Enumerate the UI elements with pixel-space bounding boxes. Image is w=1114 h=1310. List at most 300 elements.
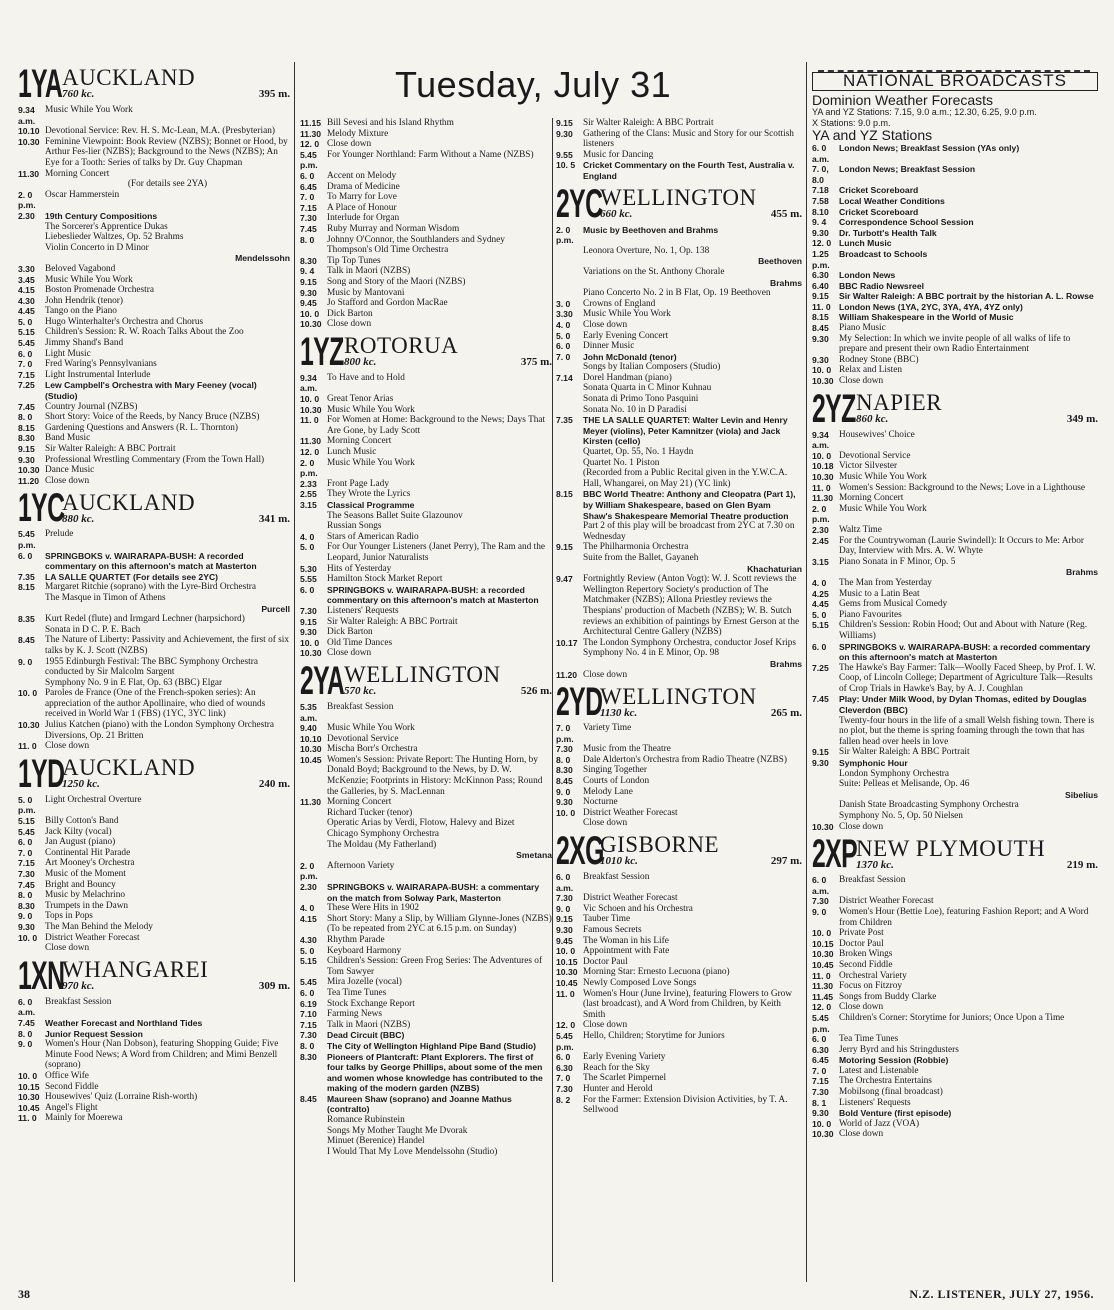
programme-title: Music of the Moment	[45, 869, 126, 879]
station-frequency: 570 kc.	[344, 685, 377, 698]
programme-time: 10. 0	[556, 946, 576, 957]
programme-title: Julius Katchen (piano) with the London Symphony Orchestra	[45, 720, 275, 731]
programme-time: 9.30	[812, 758, 829, 769]
programme-time: 11.30	[300, 797, 322, 808]
programme-title: The Hawke's Bay Farmer: Talk—Woolly Faced Sheep, by Prof. I. W. Coop, of Lincoln College; Department of Agriculture Talk—Results of Crop Trials in Hawke's Bay, by A. J. Coughlan	[839, 662, 1096, 694]
programme-title: Boston Promenade Orchestra	[45, 285, 154, 296]
programme-entry	[18, 285, 290, 296]
programme-entry	[300, 224, 552, 235]
programme-title: Hello, Children; Storytime for Juniors	[583, 1030, 725, 1041]
programme-title: Sir Walter Raleigh: A BBC Portrait	[839, 747, 970, 758]
programme-detail: Beethoven	[758, 256, 802, 267]
programme-title: London News; Breakfast Session (YAs only)	[839, 142, 1020, 153]
programme-entry	[812, 747, 1098, 758]
programme-detail: (Recorded from a Public Recital given in the Y.W.C.A. Hall, Whangarei, on May 21) (YC link)	[583, 468, 788, 489]
programme-time: 2.30	[18, 210, 35, 221]
programme-time: 3.30	[18, 263, 35, 274]
programme-title: SPRINGBOKS v. WAIRARAPA-BUSH: a recorded commentary on this afternoon's match at Masterton	[327, 584, 539, 606]
programme-entry	[18, 997, 290, 1018]
programme-title: For the Countrywoman (Laurie Swindell): It Occurs to Me: Arbor Day, Interview with Mrs. A. W. Whyte	[839, 535, 1085, 557]
programme-detail: Leonora Overture, No. 1, Op. 138	[583, 245, 710, 256]
programme-title: LA SALLE QUARTET (For details see 2YC)	[45, 571, 219, 582]
programme-entry	[300, 489, 552, 500]
programme-title: Rodney Stone (BBC)	[839, 354, 919, 365]
programme-entry	[300, 203, 552, 214]
programme-title: Stars of American Radio	[327, 531, 419, 542]
programme-time: 9.30	[18, 921, 35, 932]
programme-title: Appointment with Fate	[583, 946, 670, 957]
programme-title: Variety Time	[583, 723, 632, 734]
programme-detail: Sonata No. 10 in D Paradisi	[583, 404, 687, 415]
national-entry	[812, 281, 1098, 292]
programme-entry	[18, 901, 290, 912]
station-city: AUCKLAND	[62, 755, 196, 781]
programme-time: 9.30	[300, 287, 317, 298]
programme-title: Close down	[839, 1002, 884, 1013]
programme-title: Junior Request Session	[45, 1028, 143, 1039]
programme-time: 9.15	[300, 276, 317, 287]
programme-time: 4.25	[812, 588, 829, 599]
programme-entry	[556, 723, 802, 744]
programme-title: Art Mooney's Orchestra	[45, 858, 135, 869]
programme-detail: Khachaturian	[747, 563, 802, 574]
programme-time: 10.45	[556, 977, 578, 988]
programme-title: Music While You Work	[327, 723, 415, 734]
column-divider	[552, 118, 553, 1282]
programme-time: 5.45 p.m.	[300, 149, 318, 171]
programme-title: Broken Wings	[839, 949, 893, 960]
programme-entry	[556, 129, 802, 150]
programme-time: 5.35 a.m.	[300, 701, 318, 723]
programme-entry	[812, 334, 1098, 355]
programme-title: Vic Schoen and his Orchestra	[583, 903, 693, 914]
programme-title: Second Fiddle	[839, 959, 893, 970]
programme-entry	[18, 1103, 290, 1114]
station-frequency: 800 kc.	[344, 356, 377, 369]
programme-time: 10.30	[18, 136, 40, 147]
programme-title: BBC Radio Newsreel	[839, 280, 925, 291]
programme-title: To Marry for Love	[327, 192, 397, 203]
programme-title: The Man from Yesterday	[839, 577, 932, 588]
programme-entry	[300, 458, 552, 479]
programme-time: 9.40	[300, 723, 317, 734]
programme-entry	[18, 720, 290, 731]
weather-title: Dominion Weather Forecasts	[812, 91, 994, 108]
programme-time: 8.15	[18, 582, 35, 593]
programme-title: THE LA SALLE QUARTET: Walter Levin and Henry Meyer (violins), Peter Kamnitzer (viola) and Jack Kirsten (cello)	[583, 415, 788, 447]
programme-title: Billy Cotton's Band	[45, 816, 119, 827]
programme-time: 7.15	[300, 202, 317, 213]
programme-title: John Hendrik (tenor)	[45, 295, 123, 306]
programme-detail: Symphony No. 4 in E Minor, Op. 98	[583, 648, 719, 659]
station-wavelength: 455 m.	[770, 207, 802, 220]
programme-entry	[300, 182, 552, 193]
programme-time: 5.45 p.m.	[18, 529, 36, 550]
programme-title: Interlude for Organ	[327, 213, 400, 224]
programme-entry	[18, 105, 290, 126]
programme-time: 4.30	[300, 934, 317, 945]
programme-time: 5.15	[18, 816, 35, 827]
programme-time: 9.47	[556, 574, 573, 585]
programme-entry	[18, 911, 290, 922]
programme-title: Drama of Medicine	[327, 181, 400, 192]
programme-entry	[556, 415, 802, 447]
programme-title: Short Story: Voice of the Reeds, by Nancy Bruce (NZBS)	[45, 412, 260, 423]
programme-title: Waltz Time	[839, 524, 882, 535]
programme-entry	[18, 327, 290, 338]
programme-time: 11.20	[556, 669, 578, 680]
programme-detail: Chicago Symphony Orchestra	[327, 829, 440, 840]
programme-time: 10. 5	[556, 160, 576, 171]
station-call-sign: 1YD	[18, 751, 65, 796]
station-header	[18, 751, 290, 796]
programme-entry	[812, 1002, 1098, 1013]
programme-time: 5.15	[300, 956, 317, 967]
programme-time: 5.30	[300, 563, 317, 574]
programme-time: 2. 0 p.m.	[300, 860, 318, 882]
programme-title: Dead Circuit (BBC)	[327, 1030, 405, 1041]
programme-title: Close down	[839, 376, 884, 387]
programme-title: Music from the Theatre	[583, 744, 671, 755]
programme-title: District Weather Forecast	[45, 932, 140, 943]
programme-title: Piano Sonata in F Minor, Op. 5	[839, 556, 956, 567]
programme-detail: Sonata Quarta in C Minor Kuhnau	[583, 383, 712, 394]
programme-title: Dance Music	[45, 465, 95, 476]
programme-title: Second Fiddle	[45, 1081, 99, 1092]
programme-entry	[812, 642, 1098, 663]
programme-time: 7.58	[812, 195, 829, 206]
station-call-sign: 2YD	[556, 680, 603, 725]
programme-time: 10. 0	[18, 1070, 38, 1081]
programme-title: Women's Hour (Nan Dobson), featuring Shopping Guide; Five Minute Food News; A Word from Children; and Mimi Benzell (soprano)	[45, 1039, 279, 1071]
programme-entry	[300, 394, 552, 405]
programme-title: The Nature of Liberty: Passivity and Achievement, the first of six talks by K. J. Scott (NZBS)	[45, 635, 289, 656]
station-city: WELLINGTON	[600, 184, 757, 210]
programme-entry	[300, 235, 552, 256]
national-entry	[812, 196, 1098, 207]
programme-time: 3. 0	[556, 298, 571, 309]
programme-detail: The Sorcerer's Apprentice Dukas	[45, 221, 168, 232]
programme-detail: I Would That My Love Mendelssohn (Studio)	[327, 1146, 498, 1157]
programme-entry	[300, 415, 552, 436]
programme-entry	[556, 1031, 802, 1052]
programme-title: For the Farmer: Extension Division Activities, by T. A. Sellwood	[583, 1094, 788, 1116]
programme-time: 3.30	[556, 309, 573, 320]
programme-time: 7. 0	[556, 351, 571, 362]
programme-title: For Our Younger Listeners (Janet Perry), The Ram and the Leopard, Junior Naturalists	[327, 542, 546, 563]
programme-title: Breakfast Session	[327, 701, 394, 712]
programme-title: Cricket Scoreboard	[839, 185, 919, 196]
programme-entry	[300, 723, 552, 734]
programme-title: Continental Hit Parade	[45, 847, 131, 858]
programme-title: Tea Time Tunes	[327, 987, 387, 998]
programme-entry	[300, 999, 552, 1010]
station-frequency: 760 kc.	[62, 88, 95, 101]
programme-entry	[18, 848, 290, 859]
programme-title: Music While You Work	[45, 105, 133, 115]
programme-detail: Songs by Italian Composers (Studio)	[583, 362, 721, 373]
programme-time: 6.30	[556, 1062, 573, 1073]
programme-time: 9.30	[812, 227, 829, 238]
programme-entry	[300, 638, 552, 649]
programme-entry	[300, 192, 552, 203]
station-header	[18, 953, 290, 998]
programme-title: Breakfast Session	[839, 875, 906, 886]
programme-entry	[556, 967, 802, 978]
programme-title: Early Evening Variety	[583, 1052, 666, 1063]
programme-title: Dick Barton	[327, 308, 373, 319]
station-info	[856, 392, 1098, 427]
programme-detail: Liebeslieder Waltzes, Op. 52 Brahms	[45, 232, 184, 243]
programme-entry	[812, 694, 1098, 715]
programme-entry	[18, 317, 290, 328]
programme-time: 9.45	[300, 298, 317, 309]
programme-title: Melody Mixture	[327, 128, 389, 139]
programme-entry	[556, 755, 802, 766]
programme-title: Music to a Latin Beat	[839, 588, 920, 599]
programme-time: 7.25	[812, 662, 829, 673]
programme-time: 3.15	[812, 556, 829, 567]
programme-time: 9.30	[300, 627, 317, 638]
programme-time: 9. 0	[18, 1039, 33, 1050]
programme-time: 9.30	[18, 454, 35, 465]
programme-detail: The Moldau (My Fatherland)	[327, 839, 437, 850]
programme-title: Reach for the Sky	[583, 1062, 650, 1073]
station-city: WHANGAREI	[62, 957, 209, 983]
programme-time: 6. 0 a.m.	[812, 142, 830, 164]
programme-title: Lew Campbell's Orchestra with Mary Feeney (vocal) (Studio)	[45, 380, 257, 402]
programme-time: 8.15	[18, 422, 35, 433]
programme-time: 7.30	[812, 1087, 829, 1098]
column-divider	[294, 62, 295, 1282]
programme-title: Focus on Fitzroy	[839, 981, 903, 992]
programme-detail: Diversions, Op. 21 Britten	[45, 730, 144, 741]
programme-time: 5. 0	[812, 609, 827, 620]
publication-footer: N.Z. LISTENER, JULY 27, 1956.	[909, 1287, 1094, 1301]
programme-entry	[556, 946, 802, 957]
programme-title: Angel's Flight	[45, 1102, 98, 1113]
programme-title: Latest and Listenable	[839, 1065, 919, 1076]
programme-entry	[812, 312, 1098, 323]
programme-time: 9. 0	[556, 786, 571, 797]
programme-title: Motoring Session (Robbie)	[839, 1055, 949, 1066]
programme-entry	[812, 1055, 1098, 1066]
programme-entry	[812, 939, 1098, 950]
programme-title: Paroles de France (One of the French-spoken series): An appreciation of the author Apollinaire, who died of wounds received in World War 1 (FBS) (1YC, 3YC link)	[45, 688, 266, 720]
programme-entry	[18, 412, 290, 423]
programme-title: Close down	[327, 319, 372, 330]
programme-time: 10. 0	[812, 1118, 832, 1129]
programme-time: 4.45	[18, 306, 35, 317]
programme-title: Hunter and Herold	[583, 1083, 653, 1094]
station-city: NEW PLYMOUTH	[856, 835, 1046, 861]
station-wavelength: 265 m.	[770, 706, 802, 719]
programme-entry	[556, 797, 802, 808]
programme-time: 7.30	[556, 744, 573, 755]
programme-entry	[812, 971, 1098, 982]
programme-time: 11.30	[812, 493, 834, 504]
national-entry	[812, 143, 1098, 164]
programme-title: Band Music	[45, 433, 91, 444]
programme-entry	[18, 880, 290, 891]
programme-entry	[300, 1094, 552, 1115]
programme-time: 2.30	[812, 524, 829, 535]
programme-title: Doctor Paul	[839, 938, 884, 949]
programme-time: 10.10	[18, 126, 40, 137]
programme-entry	[300, 1041, 552, 1052]
programme-title: Tauber Time	[583, 914, 631, 925]
programme-time: 7.15	[18, 369, 35, 380]
station-wavelength: 309 m.	[258, 980, 290, 993]
programme-entry	[18, 657, 290, 678]
programme-time: 12. 0	[300, 447, 320, 458]
programme-entry	[812, 1013, 1098, 1034]
programme-entry	[556, 872, 802, 893]
programme-title: Lunch Music	[839, 238, 892, 249]
programme-title: Music While You Work	[327, 457, 415, 468]
national-entry	[812, 207, 1098, 218]
page-title: Tuesday, July 31	[395, 64, 672, 105]
programme-title: Singing Together	[583, 765, 647, 776]
programme-entry	[556, 299, 802, 310]
programme-title: Light Instrumental Interlude	[45, 369, 151, 380]
programme-time: 7. 0	[556, 1073, 571, 1084]
programme-time: 10. 0	[556, 807, 576, 818]
programme-time: 9.34 a.m.	[812, 429, 830, 451]
programme-time: 10.30	[556, 967, 578, 978]
programme-title: Local Weather Conditions	[839, 195, 945, 206]
national-entry	[812, 217, 1098, 228]
programme-entry	[812, 430, 1098, 451]
programme-entry	[300, 542, 552, 563]
programme-title: Symphonic Hour	[839, 758, 908, 769]
programme-title: To Have and to Hold	[327, 372, 405, 383]
programme-detail: Minuet (Berenice) Handel	[327, 1136, 425, 1147]
programme-detail: Mendelssohn	[235, 253, 290, 264]
programme-time: 9.15	[556, 118, 573, 128]
programme-time: 7.15	[18, 858, 35, 869]
programme-time: 10.30	[18, 1092, 40, 1103]
programme-entry	[18, 933, 290, 944]
programme-title: Housewives' Choice	[839, 429, 915, 440]
programme-time: 8.35	[18, 614, 35, 625]
programme-title: Devotional Service	[327, 733, 399, 744]
station-city: WELLINGTON	[600, 683, 757, 709]
station-info	[62, 959, 290, 994]
programme-title: Hits of Yesterday	[327, 563, 392, 574]
station-header	[812, 386, 1098, 431]
programme-entry	[18, 370, 290, 381]
programme-title: Tea Time Tunes	[839, 1034, 899, 1045]
programme-time: 9.45	[556, 935, 573, 946]
programme-time: 7.30	[556, 1083, 573, 1094]
programme-time: 7. 0	[300, 192, 315, 203]
programme-title: The Philharmonia Orchestra	[583, 542, 689, 553]
programme-time: 2.45	[812, 535, 829, 546]
programme-entry	[556, 373, 802, 384]
programme-title: Piano Favourites	[839, 609, 902, 620]
programme-time: 8.45	[556, 776, 573, 787]
programme-time: 8. 0	[18, 890, 33, 901]
programme-time: 2. 0 p.m.	[812, 503, 830, 525]
programme-title: Jack Kilty (vocal)	[45, 826, 112, 837]
programme-entry	[300, 564, 552, 575]
station-frequency: 1370 kc.	[856, 858, 894, 871]
programme-title: Early Evening Concert	[583, 330, 669, 341]
programme-time: 6. 0	[300, 987, 315, 998]
programme-title: Relax and Listen	[839, 365, 902, 376]
programme-title: Gathering of the Clans: Music and Story for our Scottish listeners	[583, 128, 794, 150]
programme-entry	[18, 423, 290, 434]
programme-title: The Scarlet Pimpernel	[583, 1073, 667, 1084]
station-call-sign: 1XN	[18, 953, 65, 998]
programme-entry	[556, 160, 802, 181]
programme-entry	[812, 992, 1098, 1003]
programme-detail: Suite: Pelleas et Melisande, Op. 46	[839, 779, 970, 790]
programme-entry	[556, 150, 802, 161]
national-entry	[812, 249, 1098, 270]
programme-time: 8.30	[556, 765, 573, 776]
programme-time: 10. 0	[300, 394, 320, 405]
programme-entry	[812, 483, 1098, 494]
programme-title: Lunch Music	[327, 447, 377, 458]
programme-title: Morning Concert	[327, 797, 392, 808]
programme-time: 7.45	[18, 879, 35, 890]
programme-time: 7. 0 p.m.	[556, 723, 574, 744]
programme-title: Songs from Buddy Clarke	[839, 991, 937, 1002]
programme-entry	[18, 890, 290, 901]
programme-time: 7.30	[300, 605, 317, 616]
programme-title: District Weather Forecast	[583, 807, 678, 818]
programme-entry	[556, 765, 802, 776]
programme-title: Jan August (piano)	[45, 837, 116, 848]
programme-entry	[18, 211, 290, 222]
programme-title: Fortnightly Review (Anton Vogt): W. J. Scott reviews the Wellington Repertory Society's production of The Matchmaker (NZBS); Allona Priestley reviews the Thespians' production of Macbeth (NZBS); W. B. Sutch reviews an exhibition of paintings by Ernest Gerson at the Architectural Centre Gallery (NZBS)	[583, 574, 800, 638]
programme-title: Close down	[839, 1129, 884, 1140]
programme-title: My Selection: In which we invite people of all walks of life to prepare and present their own Radio Entertainment	[839, 333, 1071, 355]
programme-time: 6. 0 a.m.	[812, 875, 830, 896]
station-wavelength: 240 m.	[258, 778, 290, 791]
programme-entry	[18, 349, 290, 360]
programme-entry	[812, 907, 1098, 928]
station-wavelength: 349 m.	[1066, 413, 1098, 426]
programme-title: Rhythm Parade	[327, 934, 385, 945]
programme-title: Talk in Maori (NZBS)	[327, 1019, 411, 1030]
programme-entry	[18, 837, 290, 848]
programme-title: A Place of Honour	[327, 202, 397, 213]
programme-entry	[300, 277, 552, 288]
station-wavelength: 395 m.	[258, 88, 290, 101]
programme-time: 8.30	[18, 900, 35, 911]
programme-time: 9.15	[812, 747, 829, 758]
programme-title: Gardening Questions and Answers (R. L. Thornton)	[45, 422, 238, 433]
national-list	[812, 143, 1098, 313]
station-city: AUCKLAND	[62, 65, 196, 91]
programme-entry	[300, 946, 552, 957]
programme-entry	[300, 1030, 552, 1041]
programme-detail: Sibelius	[1065, 789, 1098, 800]
programme-time: 6.40	[812, 280, 829, 291]
programme-entry	[300, 861, 552, 882]
programme-time: 2.30	[300, 882, 317, 892]
programme-title: Dale Alderton's Orchestra from Radio Theatre (NZBS)	[583, 754, 787, 765]
programme-detail: Part 2 of this play will be broadcast from 2YC at 7.30 on Wednesday	[583, 521, 795, 542]
programme-entry	[300, 648, 552, 659]
programme-entry	[556, 1063, 802, 1074]
programme-time: 7.15	[300, 1019, 317, 1030]
column-2	[300, 118, 552, 1157]
programme-time: 9.34 a.m.	[300, 372, 318, 394]
